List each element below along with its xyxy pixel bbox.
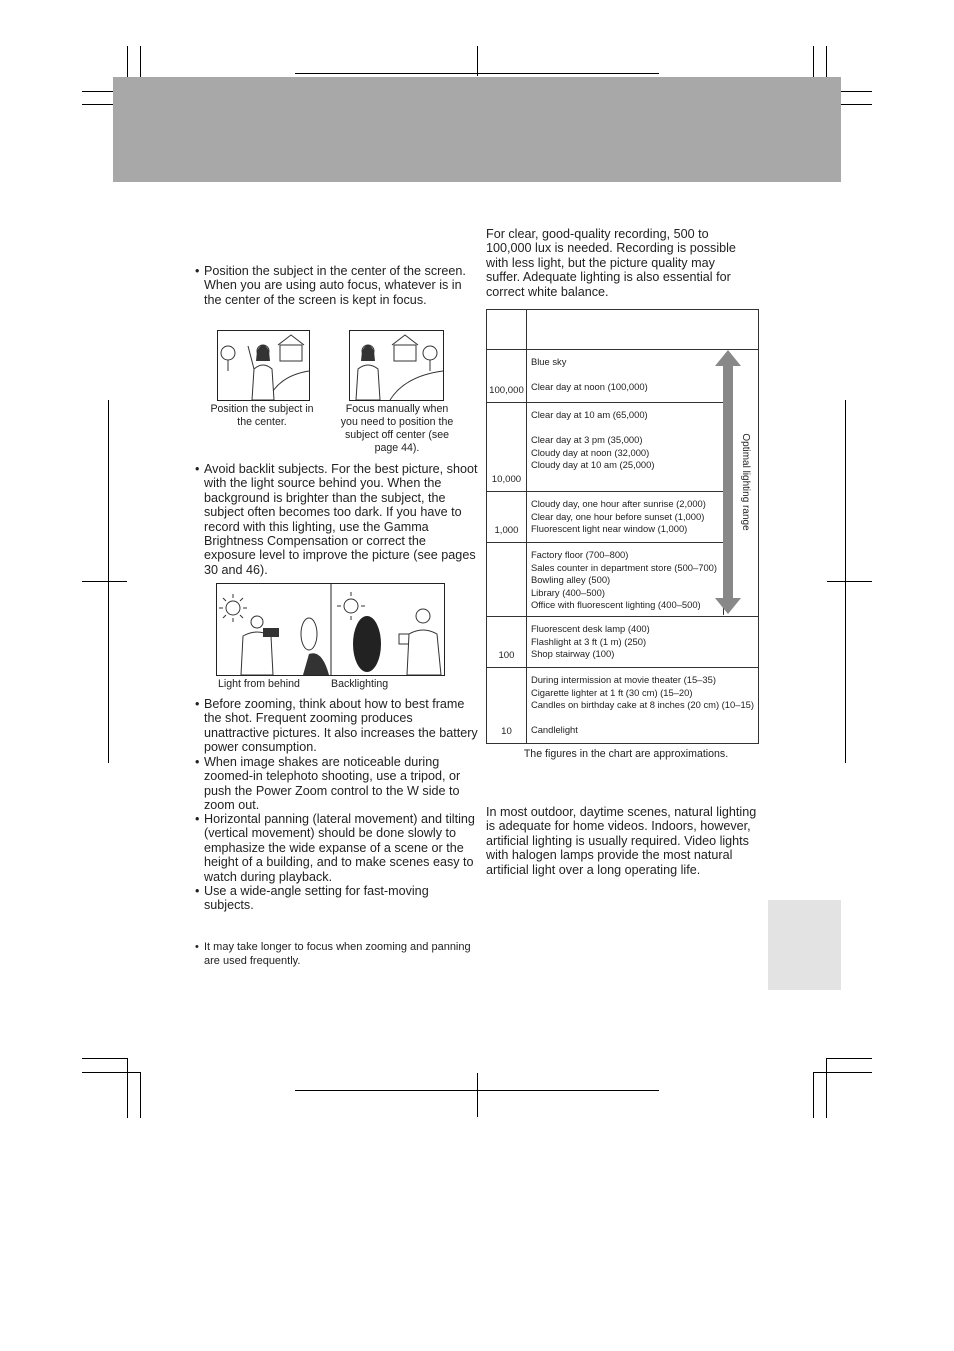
lux-table-header-desc <box>526 310 758 350</box>
lux-value <box>487 543 527 617</box>
caption-light-behind: Light from behind <box>218 678 300 690</box>
caption-backlighting: Backlighting <box>331 678 389 690</box>
outdoor-lighting-text: In most outdoor, daytime scenes, natural lighting is adequate for home videos. Indoors, however, artificial lighting is usually required. Video lights with halogen lamps provide the most natural artificial light over a long operating life. <box>486 805 757 877</box>
bullet-wide-angle: • Use a wide-angle setting for fast-moving subjects. <box>195 884 479 913</box>
lux-description: Cloudy day, one hour after sunrise (2,000) Clear day, one hour before sunset (1,000) Fluorescent light near window (1,000) <box>526 492 758 543</box>
lux-description: During intermission at movie theater (15–35) Cigarette lighter at 1 ft (30 cm) (15–20) Candles on birthday cake at 8 inches (20 cm) (10–15) Candlelight <box>526 667 758 743</box>
bullet-panning: • Horizontal panning (lateral movement) and tilting (vertical movement) should be done slowly to emphasize the wide expanse of a scene or the height of a building, and to make scenes easy to watch during playback. <box>195 812 479 884</box>
table-right-border <box>758 350 759 615</box>
illustration-subject-centered <box>217 330 310 401</box>
lux-value: 10 <box>487 667 527 743</box>
header-band <box>113 77 841 182</box>
side-tab <box>768 900 841 990</box>
lux-value: 100 <box>487 616 527 667</box>
bullet-backlit: • Avoid backlit subjects. For the best picture, shoot with the light source behind you. When the background is brighter than the subject, the subject often becomes too dark. If you have to record with this lighting, use the Gamma Brightness Compensation or correct the exposure level to improve the picture (see pages 30 and 46). <box>195 462 479 577</box>
lux-value: 10,000 <box>487 403 527 492</box>
caption-center: Position the subject in the center. <box>210 403 314 428</box>
optimal-range-label: Optimal lighting range <box>740 433 751 531</box>
chart-note: The figures in the chart are approximations. <box>523 748 729 760</box>
lux-value: 100,000 <box>487 350 527 403</box>
illustration-subject-off-center <box>349 330 444 401</box>
lux-description: Factory floor (700–800) Sales counter in department store (500–700) Bowling alley (500) Library (400–500) Office with fluorescent lighting (400–500) <box>526 543 758 617</box>
note-focus: • It may take longer to focus when zooming and panning are used frequently. <box>195 941 479 968</box>
bullet-center-subject: • Position the subject in the center of the screen. When you are using auto focus, whatever is in the center of the screen is kept in focus. <box>195 264 479 307</box>
lux-intro: For clear, good-quality recording, 500 to 100,000 lux is needed. Recording is possible with less light, but the picture quality may suffer. Adequate lighting is also essential for correct white balance. <box>486 227 736 299</box>
lux-value: 1,000 <box>487 492 527 543</box>
bullet-tripod: • When image shakes are noticeable during zoomed-in telephoto shooting, use a tripod, or push the Power Zoom control to the W side to zoom out. <box>195 755 479 813</box>
illustration-backlighting <box>216 583 445 676</box>
lux-description: Fluorescent desk lamp (400) Flashlight at 3 ft (1 m) (250) Shop stairway (100) <box>526 616 758 667</box>
lux-description: Clear day at 10 am (65,000) Clear day at 3 pm (35,000) Cloudy day at noon (32,000) Cloudy day at 10 am (25,000) <box>526 403 758 492</box>
bullet-zooming: • Before zooming, think about how to best frame the shot. Frequent zooming produces unattractive pictures. It also increases the battery power consumption. <box>195 697 479 755</box>
lux-table-header-value <box>487 310 527 350</box>
caption-manual-focus: Focus manually when you need to position the subject off center (see page 44). <box>340 403 454 454</box>
lux-description: Blue sky Clear day at noon (100,000) <box>526 350 758 403</box>
